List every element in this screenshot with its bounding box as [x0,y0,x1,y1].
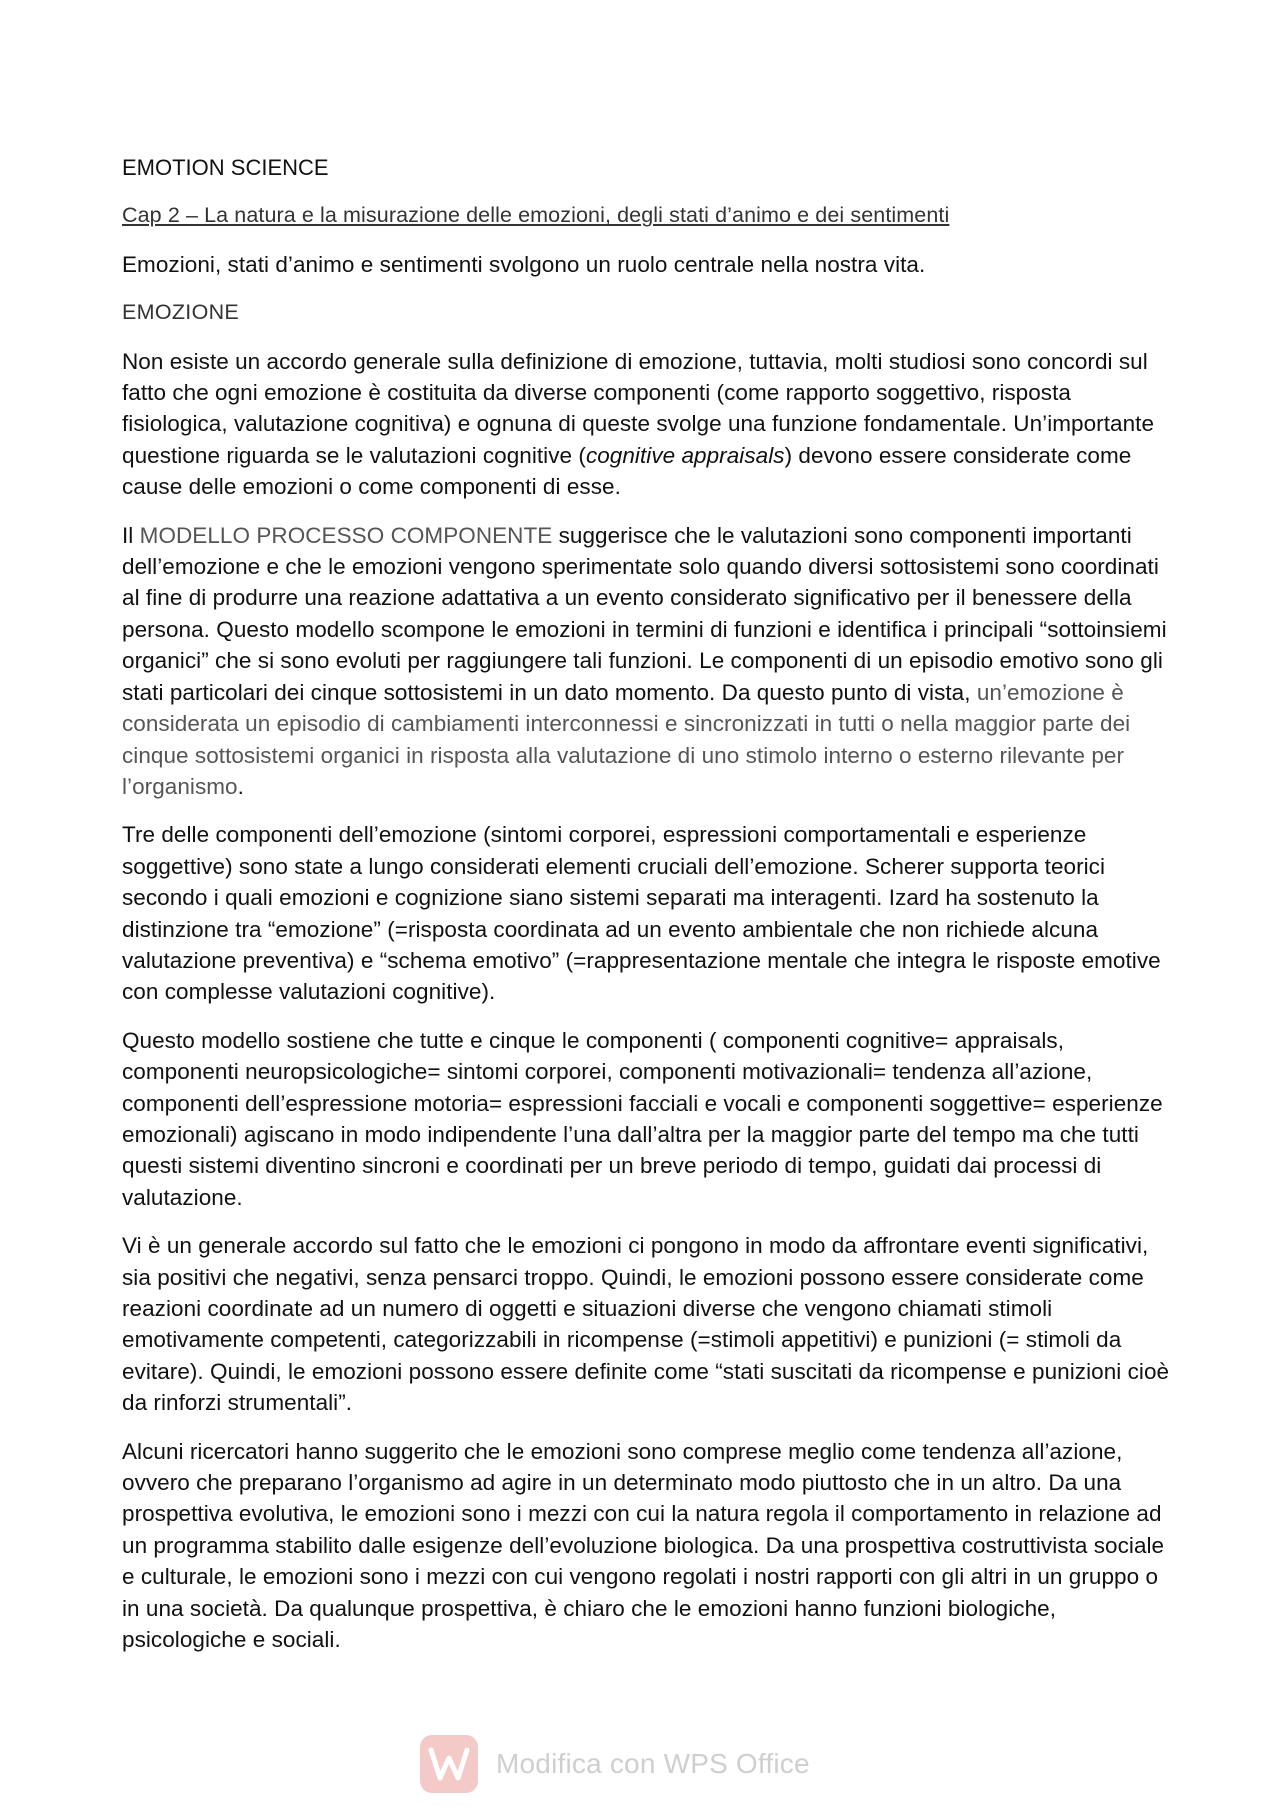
model-name: MODELLO PROCESSO COMPONENTE [139,522,553,548]
section-title: EMOZIONE [122,300,240,325]
paragraph-agreement: Vi è un generale accordo sul fatto che le emozioni ci pongono in modo da affrontare eventi significativi, sia positivi che negativi, senza pensarci troppo. Quindi, le emozioni possono essere considerate come reazioni coordinate ad un numero di oggetti e situazioni diverse che vengono chiamati stimoli emotivamente competenti, categorizzabili in ricompense (=stimoli appetitivi) e punizioni (= stimoli da evitare). Quindi, le emozioni possono essere definite come “stati suscitati da ricompense e punizioni cioè da rinforzi strumentali”. [122,1233,1170,1416]
paragraph-text: Non esiste un accordo generale sulla definizione di emozione, tuttavia, molti studiosi sono concordi sul fatto che ogni emozione è costituita da diverse componenti (come rapporto soggettivo, risposta fisiologica, valutazione cognitiva) e ognuna di queste svolge una funzione fondamentale. Un’importante questione riguarda se le valutazioni cognitive ( [122,348,1155,468]
italic-term: cognitive appraisals [585,442,785,468]
paragraph-model [122,520,1172,803]
chapter-title: Cap 2 – La natura e la misurazione delle emozioni, degli stati d’animo e dei sentimenti [122,203,950,228]
document-page [122,152,1172,1672]
paragraph-text: Il [122,522,140,548]
watermark-text: Modifica con WPS Office [496,1748,810,1779]
document-title: EMOTION SCIENCE [122,155,329,180]
paragraph-action-tendency: Alcuni ricercatori hanno suggerito che le emozioni sono comprese meglio come tendenza all’azione, ovvero che preparano l’organismo ad agire in un determinato modo piuttosto che in un altro. Da una prospettiva evolutiva, le emozioni sono i mezzi con cui la natura regola il comportamento in relazione ad un programma stabilito dalle esigenze dell’evoluzione biologica. Da una prospettiva costruttivista sociale e culturale, le emozioni sono i mezzi con cui vengono regolati i nostri rapporti con gli altri in un gruppo o in una società. Da qualunque prospettiva, è chiaro che le emozioni hanno funzioni biologiche, psicologiche e sociali. [122,1438,1165,1653]
paragraph-components: Tre delle componenti dell’emozione (sintomi corporei, espressioni comportamentali e esperienze soggettive) sono state a lungo considerati elementi cruciali dell’emozione. Scherer supporta teorici secondo i quali emozioni e cognizione siano sistemi separati ma interagenti. Izard ha sostenuto la distinzione tra “emozione” (=risposta coordinata ad un evento ambientale che non richiede alcuna valutazione preventiva) e “schema emotivo” (=rappresentazione mentale che integra le risposte emotive con complesse valutazioni cognitive). [122,822,1161,1005]
paragraph-text: suggerisce che le valutazioni sono componenti importanti dell’emozione e che le emozioni vengono sperimentate solo quando diversi sottosistemi sono coordinati al fine di produrre una reazione adattativa a un evento considerato significativo per il benessere della persona. Questo modello scompone le emozioni in termini di funzioni e identifica i principali “sottoinsiemi organici” che si sono evoluti per raggiungere tali funzioni. Le componenti di un episodio emotivo sono gli stati particolari dei cinque sottosistemi in un dato momento. Da questo punto di vista, [122,522,1167,705]
paragraph-definition [122,346,1172,503]
emotion-definition: un’emozione è considerata un episodio di cambiamenti interconnessi e sincronizzati in tutti o nella maggior parte dei cinque sottosistemi organici in risposta alla valutazione di uno stimolo interno o esterno rilevante per l’organismo [122,679,1131,799]
paragraph-model-support: Questo modello sostiene che tutte e cinque le componenti ( componenti cognitive= appraisals, componenti neuropsicologiche= sintomi corporei, componenti motivazionali= tendenza all’azione, componenti dell’espressione motoria= espressioni facciali e vocali e componenti soggettive= esperienze emozionali) agiscano in modo indipendente l’una dall’altra per la maggior parte del tempo ma che tutti questi sistemi diventino sincroni e coordinati per un breve periodo di tempo, guidati dai processi di valutazione. [122,1027,1163,1210]
wps-logo-icon [420,1735,478,1793]
intro-paragraph: Emozioni, stati d’animo e sentimenti svolgono un ruolo centrale nella nostra vita. [122,251,926,277]
wps-watermark[interactable] [420,1736,810,1792]
paragraph-text: ) devono essere considerate come cause delle emozioni o come componenti di esse. [122,442,1132,500]
paragraph-text: . [237,773,244,799]
